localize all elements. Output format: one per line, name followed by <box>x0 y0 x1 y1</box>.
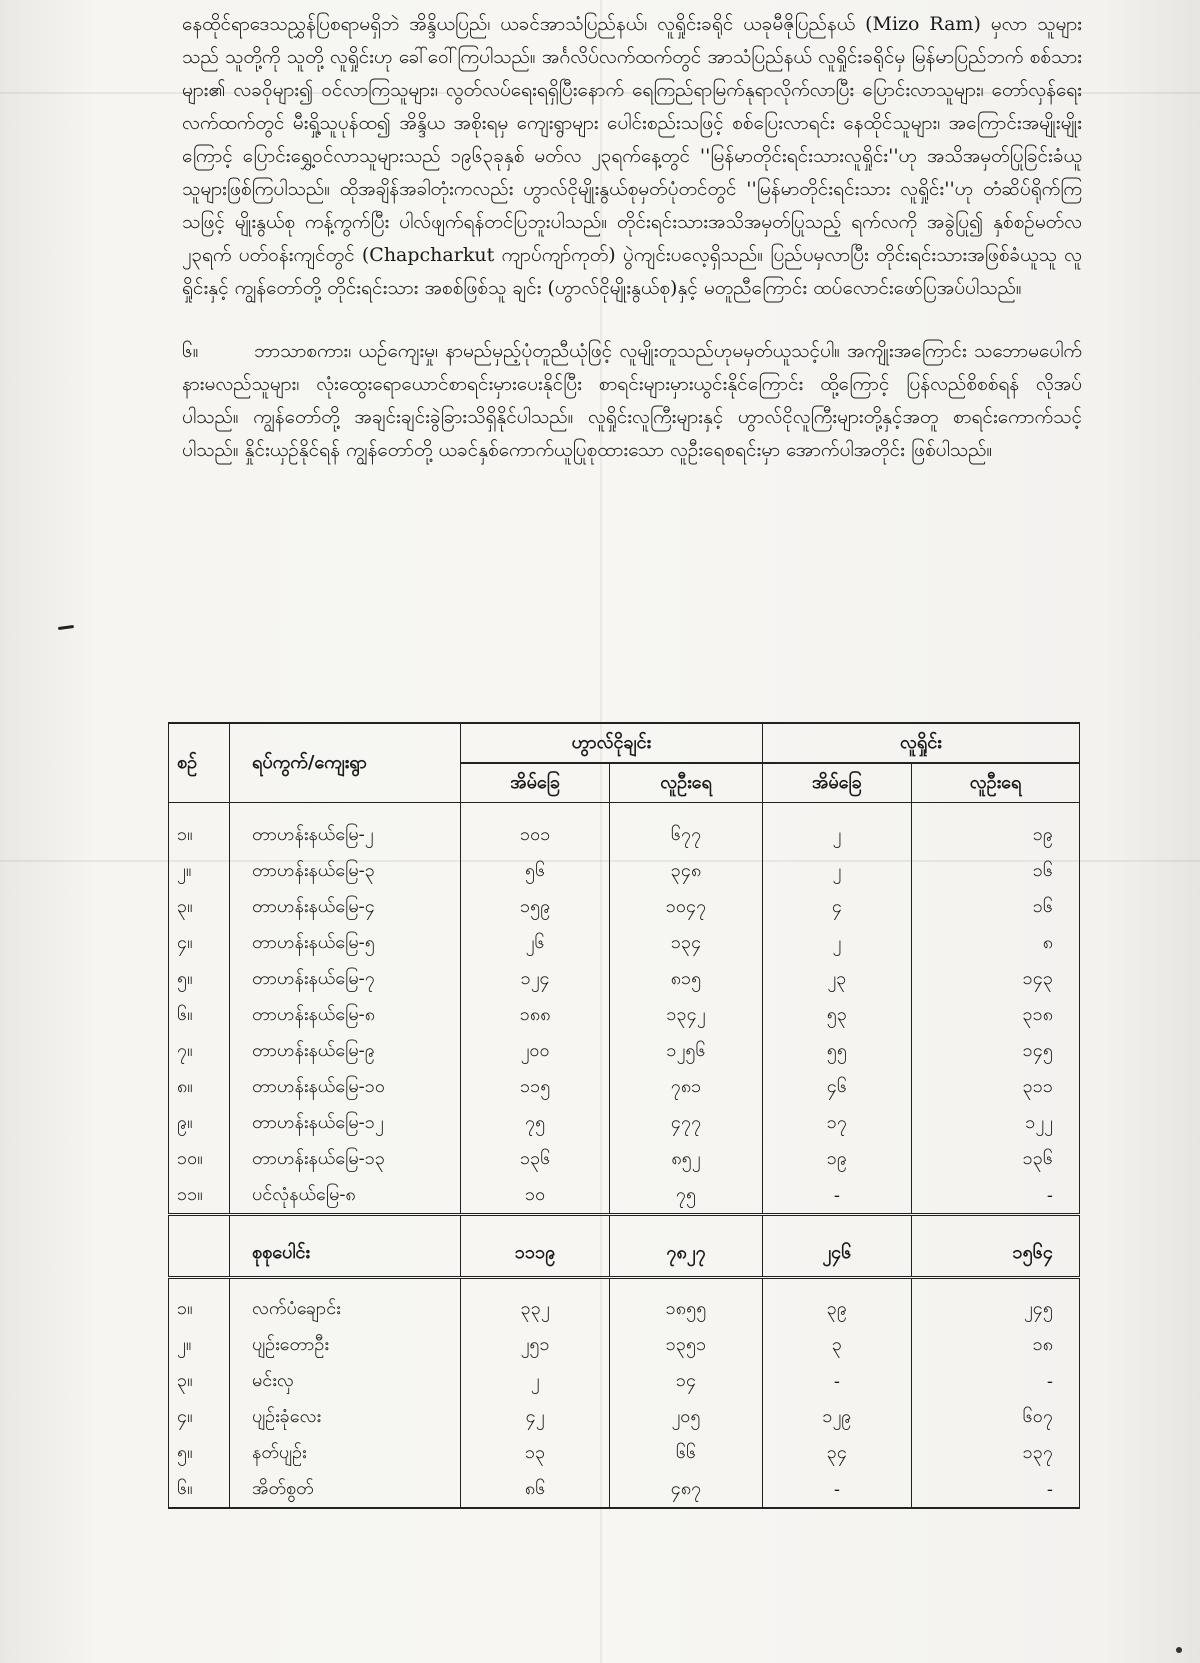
row-households-hualngo: ၁၅၉ <box>461 889 610 925</box>
row-households-hualngo: ၁၃ <box>461 1435 610 1471</box>
row-population-hualngo: ၁၈၅၅ <box>610 1278 762 1328</box>
row-households-lushai: ၅၅ <box>762 1033 911 1069</box>
table-row <box>169 803 1080 854</box>
row-households-hualngo: ၁၃၆ <box>461 1141 610 1177</box>
header-ward: ရပ်ကွက်/ကျေးရွာ <box>230 723 461 803</box>
row-households-hualngo: ၈၆ <box>461 1471 610 1508</box>
row-number: ၁။ <box>169 803 230 854</box>
row-households-hualngo: ၂ <box>461 1363 610 1399</box>
row-population-lushai: ၃၁၈ <box>912 997 1080 1033</box>
row-number: ၄။ <box>169 1399 230 1435</box>
row-population-lushai: - <box>912 1177 1080 1215</box>
total-no-cell <box>169 1215 230 1278</box>
row-population-hualngo: ၇၈၁ <box>610 1069 762 1105</box>
table-row <box>169 925 1080 961</box>
row-households-hualngo: ၁၁၅ <box>461 1069 610 1105</box>
row-households-lushai: - <box>762 1363 911 1399</box>
row-population-lushai: - <box>912 1363 1080 1399</box>
total-population-2: ၁၅၆၄ <box>912 1215 1080 1278</box>
table-row <box>169 1105 1080 1141</box>
row-ward-name: ပင်လုံနယ်မြေ-၈ <box>230 1177 461 1215</box>
row-population-hualngo: ၇၅ <box>610 1177 762 1215</box>
row-population-lushai: ၃၁၁ <box>912 1069 1080 1105</box>
row-households-lushai: ၂ <box>762 925 911 961</box>
table-row <box>169 1435 1080 1471</box>
table-row <box>169 1141 1080 1177</box>
table-body-2 <box>169 1278 1080 1509</box>
header-population: လူဦးရေ <box>610 763 762 803</box>
row-number: ၉။ <box>169 1105 230 1141</box>
row-population-lushai: ၁၆ <box>912 853 1080 889</box>
row-households-hualngo: ၁၈၈ <box>461 997 610 1033</box>
header-no: စဉ် <box>169 723 230 803</box>
total-households-2: ၂၄၆ <box>762 1215 911 1278</box>
table-row <box>169 1399 1080 1435</box>
total-households-1: ၁၁၁၉ <box>461 1215 610 1278</box>
row-population-lushai: ၁၄၃ <box>912 961 1080 997</box>
row-ward-name: နတ်ပျဉ်း <box>230 1435 461 1471</box>
row-number: ၆။ <box>169 1471 230 1508</box>
table-row <box>169 1471 1080 1508</box>
row-households-hualngo: ၃၃၂ <box>461 1278 610 1328</box>
header-group-lushai: လူရှိုင်း <box>762 723 1079 763</box>
row-households-lushai: ၄ <box>762 889 911 925</box>
row-population-lushai: ၁၆ <box>912 889 1080 925</box>
row-population-hualngo: ၈၁၅ <box>610 961 762 997</box>
row-ward-name: တာဟန်းနယ်မြေ-၇ <box>230 961 461 997</box>
row-households-lushai: ၅၃ <box>762 997 911 1033</box>
table-row <box>169 1177 1080 1215</box>
body-text <box>182 8 1082 467</box>
row-number: ၅။ <box>169 961 230 997</box>
row-ward-name: တာဟန်းနယ်မြေ-၈ <box>230 997 461 1033</box>
row-population-hualngo: ၁၂၅၆ <box>610 1033 762 1069</box>
paragraph-1: နေထိုင်ရာဒေသညွှန်ပြစရာမရှိဘဲ အိန္ဒိယပြည်၊ ယခင်အာသံပြည်နယ်၊ လူရှိုင်းခရိုင် ယခုမီဇိုပြည်နယ် (Mizo Ram) မှလာ သူများသည် သူတို့ကို သူတို့ လူရှိုင်းဟု ခေါ်ဝေါ်ကြပါသည်။ အင်္ဂလိပ်လက်ထက်တွင် အာသံပြည်နယ် လူရှိုင်းခရိုင်မှ မြန်မာပြည်ဘက် စစ်သားများ၏ လခဝိုများ၍ ဝင်လာကြသူများ၊ လွတ်လပ်ရေးရရှိပြီးနောက် ရေကြည်ရာမြက်နုရာလိုက်လာပြီး ပြောင်းလာသူများ၊ တော်လှန်ရေးလက်ထက်တွင် မီးရှို့သူပုန်ထ၍ အိန္ဒိယ အစိုးရမှ ကျေးရွာများ ပေါင်းစည်းသဖြင့် စစ်ပြေးလာရင်း နေထိုင်သူများ၊ အကြောင်းအမျိုးမျိုးကြောင့် ပြောင်းရွှေ့ဝင်လာသူများသည် ၁၉၆၃ခုနှစ် မတ်လ ၂၃ရက်နေ့တွင် ''မြန်မာတိုင်းရင်းသားလူရှိုင်း''ဟု အသိအမှတ်ပြုခြင်းခံယူသူများဖြစ်ကြပါသည်။ ထိုအချိန်အခါတုံးကလည်း ဟွာလ်ငိုမျိုးနွယ်စုမှတ်ပုံတင်တွင် ''မြန်မာတိုင်းရင်းသား လူရှိုင်း''ဟု တံဆိပ်ရိုက်ကြသဖြင့် မျိုးနွယ်စု ကန့်ကွက်ပြီး ပါလ်ဖျက်ရန်တင်ပြဘူးပါသည်။ တိုင်းရင်းသားအသိအမှတ်ပြုသည့် ရက်လကို အခွဲပြု၍ နှစ်စဉ်မတ်လ ၂၃ရက် ပတ်ဝန်းကျင်တွင် (Chapcharkut ကျာပ်ကျာ်ကုတ်) ပွဲကျင်းပလေ့ရှိသည်။ ပြည်ပမှလာပြီး တိုင်းရင်းသားအဖြစ်ခံယူသူ လူရှိုင်းနှင့် ကျွန်တော်တို့ တိုင်းရင်းသား အစစ်ဖြစ်သူ ချင်း (ဟွာလ်ငိုမျိုးနွယ်စု)နှင့် မတူညီကြောင်း ထပ်လောင်းဖော်ပြအပ်ပါသည်။ <box>182 13 1082 299</box>
row-population-hualngo: ၁၃၅၁ <box>610 1327 762 1363</box>
row-ward-name: တာဟန်းနယ်မြေ-၂ <box>230 803 461 854</box>
row-population-lushai: ၁၃၇ <box>912 1435 1080 1471</box>
scan-speck <box>1176 1647 1182 1653</box>
row-number: ၂။ <box>169 1327 230 1363</box>
row-population-lushai: - <box>912 1471 1080 1508</box>
row-number: ၄။ <box>169 925 230 961</box>
row-population-lushai: ၁၂၂ <box>912 1105 1080 1141</box>
row-households-hualngo: ၁၀ <box>461 1177 610 1215</box>
row-households-hualngo: ၂၀၀ <box>461 1033 610 1069</box>
row-households-lushai: ၃၄ <box>762 1435 911 1471</box>
table-row <box>169 1033 1080 1069</box>
row-population-hualngo: ၃၄၈ <box>610 853 762 889</box>
row-households-hualngo: ၂၆ <box>461 925 610 961</box>
table-row <box>169 1327 1080 1363</box>
row-ward-name: တာဟန်းနယ်မြေ-၁၀ <box>230 1069 461 1105</box>
row-ward-name: တာဟန်းနယ်မြေ-၉ <box>230 1033 461 1069</box>
row-households-hualngo: ၅၆ <box>461 853 610 889</box>
row-population-hualngo: ၈၅၂ <box>610 1141 762 1177</box>
row-number: ၂။ <box>169 853 230 889</box>
header-households: အိမ်ခြေ <box>762 763 911 803</box>
table-row <box>169 1278 1080 1328</box>
row-number: ၇။ <box>169 1033 230 1069</box>
row-number: ၃။ <box>169 1363 230 1399</box>
row-population-hualngo: ၁၀၄၇ <box>610 889 762 925</box>
row-ward-name: တာဟန်းနယ်မြေ-၃ <box>230 853 461 889</box>
row-population-hualngo: ၆၆ <box>610 1435 762 1471</box>
row-population-lushai: ၈ <box>912 925 1080 961</box>
row-number: ၈။ <box>169 1069 230 1105</box>
row-ward-name: တာဟန်းနယ်မြေ-၄ <box>230 889 461 925</box>
row-households-lushai: ၁၇ <box>762 1105 911 1141</box>
row-households-lushai: ၂ <box>762 803 911 854</box>
table-row <box>169 1363 1080 1399</box>
row-households-hualngo: ၇၅ <box>461 1105 610 1141</box>
population-table <box>168 722 1080 1509</box>
row-households-hualngo: ၁၂၄ <box>461 961 610 997</box>
table-row <box>169 1069 1080 1105</box>
row-households-lushai: ၂၃ <box>762 961 911 997</box>
total-label: စုစုပေါင်း <box>230 1215 461 1278</box>
paragraph-2 <box>182 335 1082 467</box>
row-ward-name: ပျဉ်းခုံလေး <box>230 1399 461 1435</box>
row-number: ၆။ <box>169 997 230 1033</box>
row-population-hualngo: ၄၇၇ <box>610 1105 762 1141</box>
row-households-lushai: - <box>762 1471 911 1508</box>
paragraph-2-text: ဘာသာစကား၊ ယဉ်ကျေးမှု၊ နာမည်မှည့်ပုံတူညီယုံဖြင့် လူမျိုးတူသည်ဟုမမှတ်ယူသင့်ပါ။ အကျိုးအကြောင်း သဘောမပေါက် နားမလည်သူများ၊ လုံးထွေးရောယောင်စာရင်းမှားပေးနိုင်ပြီး စာရင်းများမှားယွင်းနိုင်ကြောင်း ထို့ကြောင့် ပြန်လည်စိစစ်ရန် လိုအပ်ပါသည်။ ကျွန်တော်တို့ အချင်းချင်းခွဲခြားသိရှိနိုင်ပါသည်။ လူရှိုင်းလူကြီးများနှင့် ဟွာလ်ငိုလူကြီးများတို့နှင့်အတူ စာရင်းကောက်သင့်ပါသည်။ နှိုင်းယှဉ်နိုင်ရန် ကျွန်တော်တို့ ယခင်နှစ်ကောက်ယူပြုစုထားသော လူဦးရေစရင်းမှာ အောက်ပါအတိုင်း ဖြစ်ပါသည်။ <box>182 340 1082 461</box>
table-row <box>169 853 1080 889</box>
row-population-hualngo: ၁၃၄၂ <box>610 997 762 1033</box>
row-population-lushai: ၁၈ <box>912 1327 1080 1363</box>
row-population-hualngo: ၆၇၇ <box>610 803 762 854</box>
row-households-hualngo: ၄၂ <box>461 1399 610 1435</box>
row-population-hualngo: ၁၄ <box>610 1363 762 1399</box>
row-ward-name: အိတ်စွတ် <box>230 1471 461 1508</box>
total-population-1: ၇၈၂၇ <box>610 1215 762 1278</box>
row-ward-name: လက်ပံချောင်း <box>230 1278 461 1328</box>
table-row <box>169 997 1080 1033</box>
row-households-lushai: ၂ <box>762 853 911 889</box>
row-number: ၁၁။ <box>169 1177 230 1215</box>
row-households-hualngo: ၂၅၁ <box>461 1327 610 1363</box>
row-number: ၅။ <box>169 1435 230 1471</box>
row-households-lushai: ၃ <box>762 1327 911 1363</box>
row-households-lushai: - <box>762 1177 911 1215</box>
row-households-lushai: ၃၉ <box>762 1278 911 1328</box>
table-body-1 <box>169 803 1080 1215</box>
header-population: လူဦးရေ <box>912 763 1080 803</box>
header-group-hualngo: ဟွာလ်ငိုချင်း <box>461 723 763 763</box>
table-row <box>169 889 1080 925</box>
row-households-lushai: ၄၆ <box>762 1069 911 1105</box>
row-population-lushai: ၁၃၆ <box>912 1141 1080 1177</box>
row-number: ၁။ <box>169 1278 230 1328</box>
row-population-lushai: ၂၄၅ <box>912 1278 1080 1328</box>
row-ward-name: တာဟန်းနယ်မြေ-၅ <box>230 925 461 961</box>
row-population-hualngo: ၂၀၅ <box>610 1399 762 1435</box>
paragraph-number: ၆။ <box>182 340 199 362</box>
row-ward-name: ပျဉ်းတောဦး <box>230 1327 461 1363</box>
row-number: ၁၀။ <box>169 1141 230 1177</box>
row-ward-name: တာဟန်းနယ်မြေ-၁၃ <box>230 1141 461 1177</box>
row-population-hualngo: ၄၈၇ <box>610 1471 762 1508</box>
table-row <box>169 961 1080 997</box>
table-total <box>169 1215 1080 1278</box>
row-number: ၃။ <box>169 889 230 925</box>
row-population-lushai: ၁၉ <box>912 803 1080 854</box>
row-ward-name: တာဟန်းနယ်မြေ-၁၂ <box>230 1105 461 1141</box>
pen-mark <box>58 625 74 630</box>
row-population-lushai: ၁၄၅ <box>912 1033 1080 1069</box>
total-row <box>169 1215 1080 1278</box>
row-households-lushai: ၁၉ <box>762 1141 911 1177</box>
row-households-lushai: ၁၂၉ <box>762 1399 911 1435</box>
row-population-lushai: ၆၀၇ <box>912 1399 1080 1435</box>
header-households: အိမ်ခြေ <box>461 763 610 803</box>
row-ward-name: မင်းလှ <box>230 1363 461 1399</box>
row-population-hualngo: ၁၃၄ <box>610 925 762 961</box>
row-households-hualngo: ၁၀၁ <box>461 803 610 854</box>
